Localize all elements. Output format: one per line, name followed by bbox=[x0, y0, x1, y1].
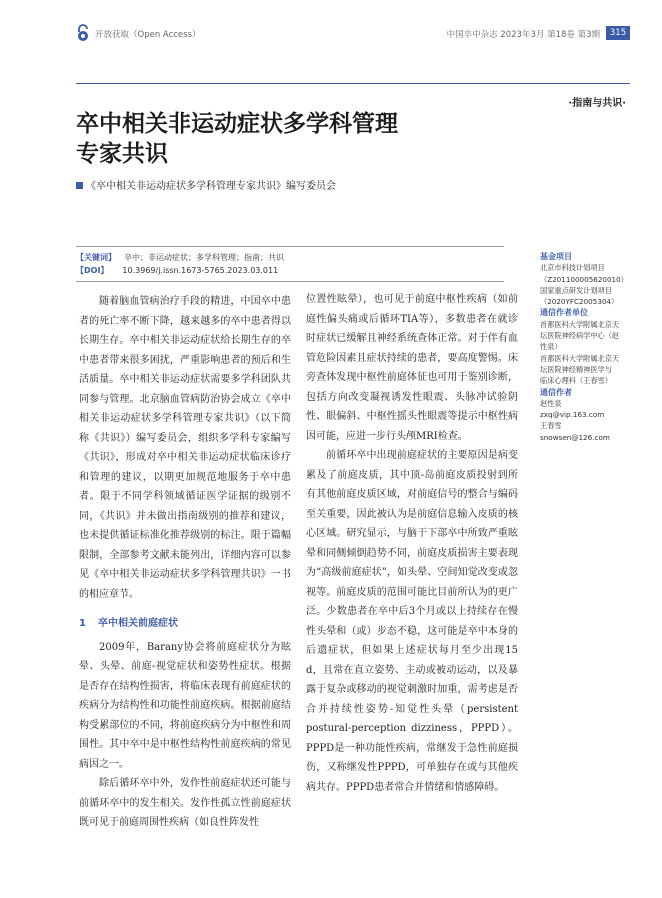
contact-email[interactable]: zxq@vip.163.com bbox=[540, 410, 605, 420]
paragraph-anterior: 前循环卒中出现前庭症状的主要原因是病变累及了前庭皮质，其中顶-岛前庭皮质投射到所有其他前庭皮质区域，对前庭信号的整合与编码至关重要，因此被认为是前庭信息输入皮质的核心区域。研究显示，与脑干下部卒中所致严重眩晕和同侧倾倒趋势不同，前庭皮质损害主要表现为“高级前庭症状”，如头晕、空间知觉改变或忽视等。前庭皮质的范围可能比目前所认为的更广泛。少数患者在卒中后3个月或以上持续存在慢性头晕和（或）步态不稳，这可能是卒中本身的后遗症状，但如果上述症状每月至少出现15 d，且常在直立姿势、主动或被动运动，以及暴露于复杂或移动的视觉刺激时加重，需考虑是否合并持续性姿势-知觉性头晕（persistent postural-perception dizziness，PPPD）。PPPD是一种功能性疾病，常继发于急性前庭损伤，又称继发性PPPD，可单独存在或与其他疾病共存。PPPD患者常合并情绪和情感障碍。 bbox=[306, 450, 518, 793]
unit-line: 坛医院神经精神医学与 bbox=[540, 364, 612, 374]
header-rule bbox=[76, 83, 630, 84]
contact-email[interactable]: snowsen@126.com bbox=[540, 432, 610, 442]
doi-text: 10.3969/j.issn.1673-5765.2023.03.011 bbox=[122, 266, 279, 275]
section-title: 卒中相关前庭症状 bbox=[97, 618, 178, 629]
keywords-tag: 【关键词】 bbox=[76, 253, 116, 262]
paragraph-barany: 2009年，Barany协会将前庭症状分为眩晕、头晕、前庭-视觉症状和姿势性症状。根据是否存在结构性损害，将临床表现有前庭症状的疾病分为结构性和功能性前庭疾病。根据前庭结构受累部位的不同，将前庭疾病分为中枢性和周围性。其中卒中是中枢性结构性前庭疾病的常见病因之一。 bbox=[79, 641, 291, 770]
keywords-text: 卒中；非运动症状；多学科管理；指南；共识 bbox=[124, 253, 284, 262]
doi-line bbox=[76, 265, 278, 276]
unit-line: 临床心理科（王春雪） bbox=[540, 376, 612, 386]
contact-heading: 通信作者 bbox=[540, 387, 572, 397]
author-group bbox=[76, 177, 336, 192]
fund-line: 北京市科技计划项目 bbox=[540, 263, 605, 273]
contact-name: 王春雪 bbox=[540, 421, 562, 431]
paragraph-posterior: 除后循环卒中外，发作性前庭症状还可能与前循环卒中的发生相关。发作性孤立性前庭症状既可见于前庭周围性疾病（如良性阵发性 bbox=[79, 778, 291, 828]
author-text: 《卒中相关非运动症状多学科管理专家共识》编写委员会 bbox=[86, 181, 336, 192]
open-access-lock-icon bbox=[76, 24, 90, 42]
body-column-1 bbox=[79, 292, 291, 833]
keywords-line bbox=[76, 252, 284, 263]
body-column-2 bbox=[306, 290, 518, 797]
paragraph-continued: 位置性眩晕），也可见于前庭中枢性疾病（如前庭性偏头痛或后循环TIA等），多数患者在就诊时症状已缓解且神经系统查体正常。对于伴有血管危险因素且症状持续的患者，要高度警惕。床旁查体发现中枢性前庭体征也可用于鉴别诊断，包括方向改变凝视诱发性眼震、头脉冲试验阴性、眼偏斜、中枢性摇头性眼震等提示中枢性病因可能，应进一步行头颅MRI检查。 bbox=[306, 294, 518, 442]
unit-line: 首都医科大学附属北京天 bbox=[540, 319, 620, 329]
page-number: 315 bbox=[606, 26, 630, 40]
title-line-1: 卒中相关非运动症状多学科管理 bbox=[76, 111, 398, 137]
paragraph-intro: 随着脑血管病治疗手段的精进，中国卒中患者的死亡率不断下降，越来越多的卒中患者得以长期生存。卒中相关非运动症状给长期生存的卒中患者带来很多困扰，严重影响患者的预后和生活质量。卒中相关非运动症状需要多学科团队共同参与管理。北京脑血管病防治协会成立《卒中相关非运动症状多学科管理专家共识》（以下简称《共识》）编写委员会，组织多学科专家编写《共识》，形成对卒中相关非运动症状临床诊疗和管理的建议，以期更加规范地服务于卒中患者。限于不同学科领域循证医学证据的级别不同，《共识》并未做出指南级别的推荐和建议，也未提供循证标准化推荐级别的标注。限于篇幅限制，全部参考文献未能列出，详细内容可以参见《卒中相关非运动症状多学科管理共识》一书的相应章节。 bbox=[79, 296, 291, 600]
unit-line: 首都医科大学附属北京天 bbox=[540, 353, 620, 363]
unit-line: 坛医院神经病学中心（赵 bbox=[540, 331, 620, 341]
keywords-top-rule bbox=[76, 246, 504, 247]
journal-info bbox=[447, 28, 600, 40]
section-heading-1 bbox=[79, 614, 291, 634]
square-bullet-icon bbox=[76, 182, 83, 189]
fund-heading: 基金项目 bbox=[540, 252, 572, 261]
fund-line: （2020YFC2005304） bbox=[540, 297, 619, 307]
doi-tag: 【DOI】 bbox=[76, 266, 109, 275]
section-number: 1 bbox=[79, 618, 86, 629]
title-line-2: 专家共识 bbox=[76, 141, 168, 167]
open-access-label: 开放获取（Open Access） bbox=[95, 30, 201, 40]
contact-name: 赵性泉 bbox=[540, 398, 562, 408]
unit-heading: 通信作者单位 bbox=[540, 308, 588, 318]
sidebar-notes bbox=[540, 251, 632, 443]
keywords-bottom-rule bbox=[76, 281, 504, 282]
journal-citation: 中国卒中杂志 2023年3月 第18卷 第3期 bbox=[446, 30, 600, 40]
fund-line: （Z201100005620010） bbox=[540, 274, 628, 284]
fund-line: 国家重点研发计划项目 bbox=[540, 285, 612, 295]
unit-line: 性泉） bbox=[540, 342, 562, 352]
article-title bbox=[76, 109, 496, 169]
section-label: ·指南与共识· bbox=[568, 98, 626, 109]
